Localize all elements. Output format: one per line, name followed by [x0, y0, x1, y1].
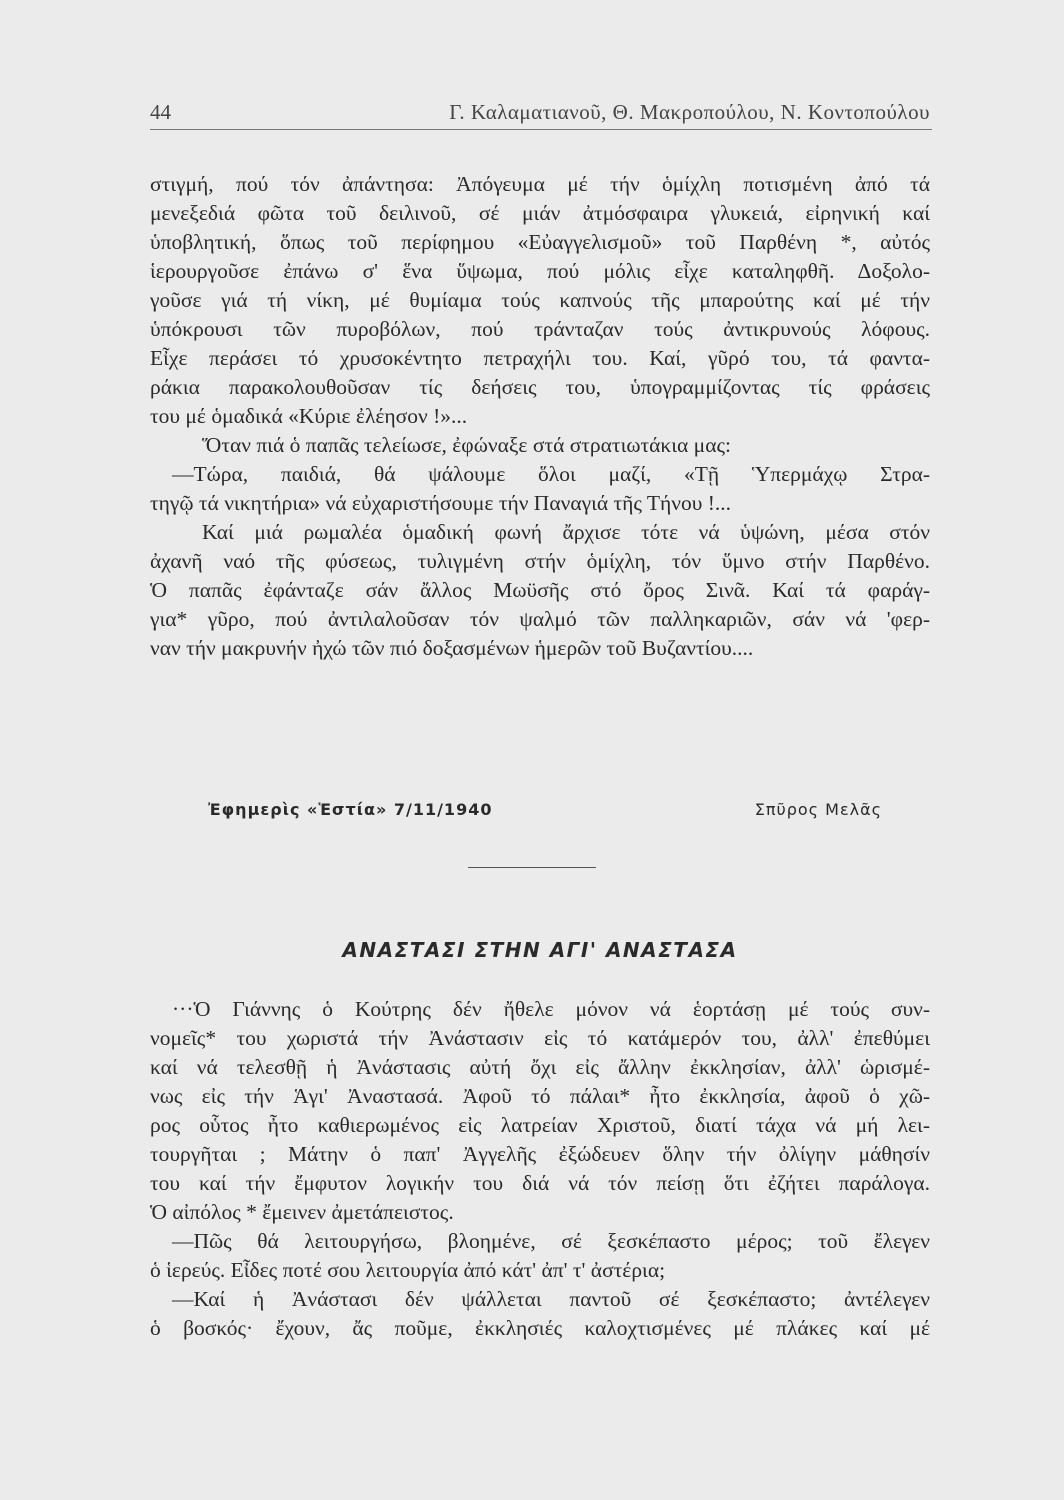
- text-line: καί νά τελεσθῇ ἡ Ἀνάστασις αὐτή ὄχι εἰς ἄλλην ἐκκλησίαν, ἀλλ' ὡρισμέ-: [150, 1055, 930, 1079]
- text-line: —Τώρα, παιδιά, θά ψάλουμε ὅλοι μαζί, «Τῇ Ὑπερμάχῳ Στρα-: [172, 462, 930, 486]
- text-line: Ὁ αἰπόλος * ἔμεινεν ἀμετάπειστος.: [150, 1200, 454, 1224]
- page-number: 44: [150, 100, 171, 124]
- text-line: ρος οὗτος ἦτο καθιερωμένος εἰς λατρείαν Χριστοῦ, διατί τάχα νά μή λει-: [150, 1113, 930, 1137]
- text-line: μενεξεδιά φῶτα τοῦ δειλινοῦ, σέ μιάν ἀτμόσφαιρα γλυκειά, εἰρηνική καί: [150, 201, 930, 225]
- text-line: Εἶχε περάσει τό χρυσοκέντητο πετραχήλι του. Καί, γῦρό του, τά φαντα-: [150, 346, 930, 370]
- text-line: ναν τήν μακρυνήν ἠχώ τῶν πιό δοξασμένων ἡμερῶν τοῦ Βυζαντίου....: [150, 636, 754, 660]
- text-line: Ὁ παπᾶς ἐφάνταζε σάν ἄλλος Μωϋσῆς στό ὄρος Σινᾶ. Καί τά φαράγ-: [150, 578, 930, 602]
- text-line: ···Ὁ Γιάννης ὁ Κούτρης δέν ἤθελε μόνον νά ἑορτάσῃ μέ τούς συν-: [172, 997, 930, 1021]
- text-line: στιγμή, πού τόν ἀπάντησα: Ἀπόγευμα μέ τήν ὁμίχλη ποτισμένη ἀπό τά: [150, 172, 930, 196]
- section-heading: ΑΝΑΣΤΑΣΙ ΣΤΗΝ ΑΓΙ' ΑΝΑΣΤΑΣΑ: [342, 938, 738, 962]
- text-line: ράκια παρακολουθοῦσαν τίς δεήσεις του, ὑπογραμμίζοντας τίς φράσεις: [150, 375, 930, 399]
- text-line: νομεῖς* του χωριστά τήν Ἀνάστασιν εἰς τό κατάμερόν του, ἀλλ' ἐπεθύμει: [150, 1026, 930, 1050]
- text-line: για* γῦρο, πού ἀντιλαλοῦσαν τόν ψαλμό τῶν παλληκαριῶν, σάν νά 'φερ-: [150, 607, 930, 631]
- running-header: [150, 100, 930, 130]
- text-line: ὑποβλητική, ὅπως τοῦ περίφημου «Εὐαγγελισμοῦ» τοῦ Παρθένη *, αὐτός: [150, 230, 930, 254]
- author-name: Σπῦρος Μελᾶς: [754, 800, 882, 819]
- text-line: του μέ ὁμαδικά «Κύριε ἐλέησον !»...: [150, 404, 468, 428]
- passage-melas: [150, 170, 930, 663]
- text-line: νως εἰς τήν Ἁγι' Ἀναστασά. Ἀφοῦ τό πάλαι* ἦτο ἐκκλησία, ἀφοῦ ὁ χῶ-: [150, 1084, 930, 1108]
- text-line: του καί τήν ἔμφυτον λογικήν του διά νά τόν πείσῃ ὅτι ἐζήτει παράλογα.: [150, 1171, 930, 1195]
- text-line: —Καί ἡ Ἀνάστασι δέν ψάλλεται παντοῦ σέ ξεσκέπαστο; ἀντέλεγεν: [172, 1287, 930, 1311]
- text-line: —Πῶς θά λειτουργήσω, βλοημένε, σέ ξεσκέπαστο μέρος; τοῦ ἔλεγεν: [172, 1229, 930, 1253]
- text-line: γοῦσε γιά τή νίκη, μέ θυμίαμα τούς καπνούς τῆς μπαρούτης καί μέ τήν: [150, 288, 930, 312]
- newspaper-source: Ἐφημερὶς «Ἑστία» 7/11/1940: [208, 800, 493, 819]
- text-line: Ὅταν πιά ὁ παπᾶς τελείωσε, ἐφώναξε στά στρατιωτάκια μας:: [202, 433, 731, 457]
- text-line: ἀχανῆ ναό τῆς φύσεως, τυλιγμένη στήν ὁμίχλη, τόν ὕμνο στήν Παρθένο.: [150, 549, 930, 573]
- text-line: ὑπόκρουσι τῶν πυροβόλων, πού τράνταζαν τούς ἀντικρυνούς λόφους.: [150, 317, 930, 341]
- text-line: τουργῆται ; Μάτην ὁ παπ' Ἀγγελῆς ἐξώδευεν ὅλην τήν ὀλίγην μάθησίν: [150, 1142, 930, 1166]
- source-signature: [208, 800, 882, 828]
- text-line: Καί μιά ρωμαλέα ὁμαδική φωνή ἄρχισε τότε νά ὑψώνη, μέσα στόν: [202, 520, 930, 544]
- section-divider: [468, 867, 596, 868]
- text-line: ὁ βοσκός· ἔχουν, ἄς ποῦμε, ἐκκλησιές καλοχτισμένες μέ πλάκες καί μέ: [150, 1316, 930, 1340]
- text-line: ὁ ἱερεύς. Εἶδες ποτέ σου λειτουργία ἀπό κάτ' ἀπ' τ' ἀστέρια;: [150, 1258, 666, 1282]
- text-line: τηγῷ τά νικητήρια» νά εὐχαριστήσουμε τήν Παναγιά τῆς Τήνου !...: [150, 491, 732, 515]
- running-title: Γ. Καλαματιανοῦ, Θ. Μακροπούλου, Ν. Κοντοπούλου: [449, 100, 930, 124]
- header-rule: [150, 129, 932, 130]
- text-line: ἱερουργοῦσε ἐπάνω σ' ἕνα ὕψωμα, πού μόλις εἶχε καταληφθῆ. Δοξολο-: [150, 259, 930, 283]
- passage-anastasi: [150, 995, 930, 1343]
